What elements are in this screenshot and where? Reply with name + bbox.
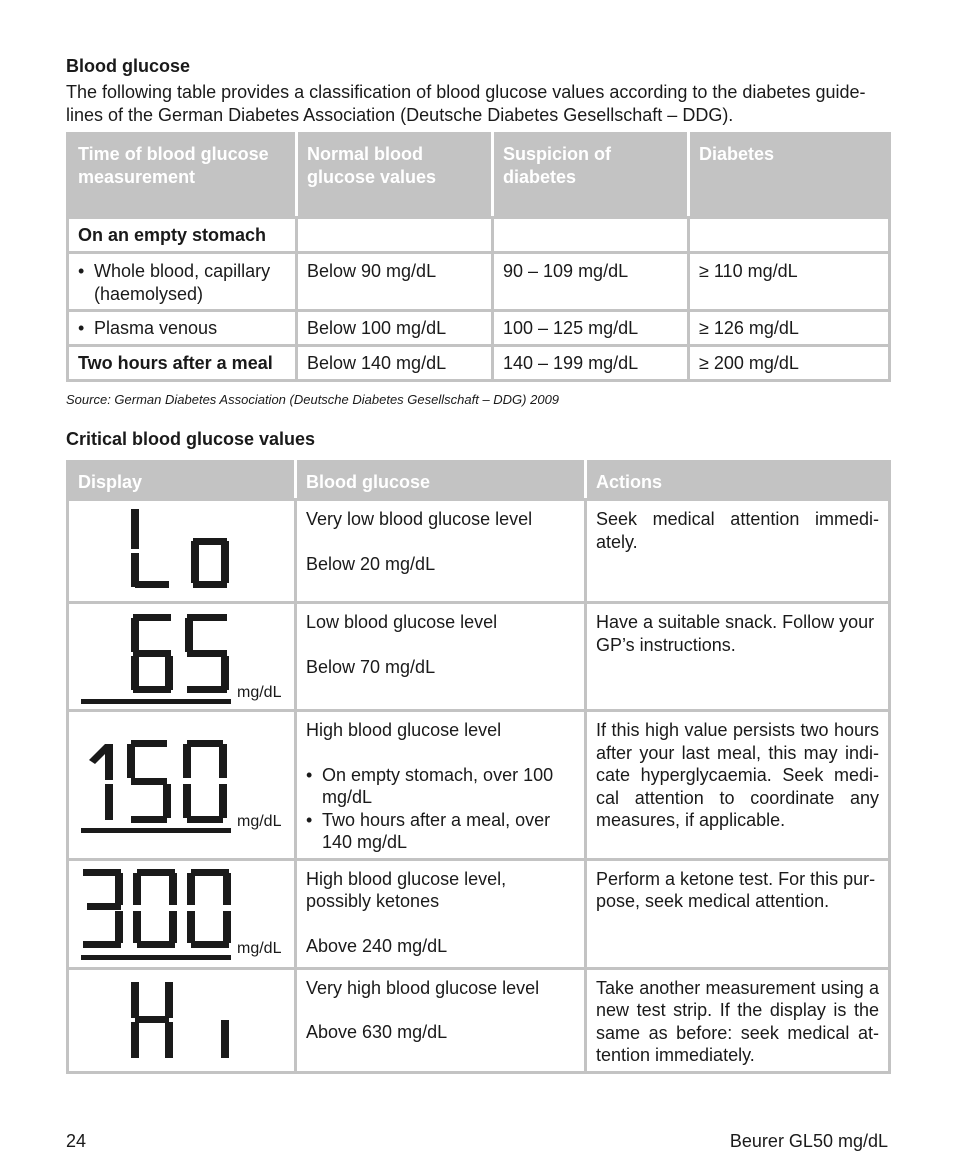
section-heading-blood-glucose: Blood glucose: [66, 56, 191, 76]
action-cell: Perform a ketone test. For this pur-pose, seek medical attention.: [586, 859, 890, 968]
glucose-title: Very low blood glucose level: [306, 509, 533, 529]
header-time: Time of blood glucose measurement: [68, 134, 297, 218]
cell-diabetes: ≥ 126 mg/dL: [689, 311, 890, 346]
lcd-unit: mg/dL: [237, 813, 282, 830]
cell: [689, 218, 890, 253]
cell-suspicion: 90 – 109 mg/dL: [493, 253, 689, 311]
critical-row-300: [68, 859, 890, 968]
glucose-title: Low blood glucose level: [306, 612, 498, 632]
header-suspicion: Suspicion of diabetes: [493, 134, 689, 218]
critical-row-lo: [68, 500, 890, 603]
classification-table: [66, 132, 891, 382]
intro-line-1: The following table provides a classification of blood glucose values according to the diabetes guide-: [66, 82, 866, 102]
glucose-title: High blood glucose level: [306, 720, 502, 740]
glucose-value: Above 240 mg/dL: [306, 935, 448, 956]
classification-row: [68, 346, 890, 381]
glucose-cell: [296, 968, 586, 1072]
cell: [493, 218, 689, 253]
glucose-bullet-text: Two hours after a meal, over 140 mg/dL: [322, 809, 551, 852]
header-diabetes: Diabetes: [689, 134, 890, 218]
glucose-title: Very high blood glucose level: [306, 977, 540, 998]
row-label-empty-stomach: On an empty stomach: [68, 218, 297, 253]
lcd-unit: mg/dL: [237, 684, 282, 701]
display-cell: [68, 603, 296, 711]
glucose-value: Below 70 mg/dL: [306, 656, 436, 677]
header-normal: Normal blood glucose values: [297, 134, 493, 218]
display-cell: [68, 500, 296, 603]
lcd-150-graphic: [69, 712, 291, 857]
cell-suspicion: 100 – 125 mg/dL: [493, 311, 689, 346]
glucose-bullet-text: On empty stomach, over 100 mg/dL: [322, 764, 554, 807]
lcd-lo-graphic: [69, 501, 291, 601]
cell-diabetes: ≥ 110 mg/dL: [689, 253, 890, 311]
glucose-cell: [296, 500, 586, 603]
display-cell: [68, 968, 296, 1072]
critical-values-table: [66, 460, 891, 1074]
lcd-hi-graphic: [69, 970, 291, 1070]
cell-normal: Below 100 mg/dL: [297, 311, 493, 346]
bullet: •: [78, 318, 85, 338]
glucose-title: High blood glucose level, possibly ketones: [306, 868, 507, 911]
glucose-bullet: [306, 809, 575, 854]
classification-row: [68, 311, 890, 346]
row-label-plasma: [68, 311, 297, 346]
header-blood-glucose: Blood glucose: [296, 462, 586, 500]
glucose-value: Below 20 mg/dL: [306, 553, 436, 574]
cell: [297, 218, 493, 253]
glucose-value: Above 630 mg/dL: [306, 1022, 448, 1042]
row-label-after-meal: Two hours after a meal: [68, 346, 297, 381]
lcd-unit: mg/dL: [237, 939, 282, 957]
critical-row-hi: [68, 968, 890, 1072]
action-cell: Seek medical attention immedi-ately.: [586, 500, 890, 603]
bullet: •: [78, 261, 85, 281]
source-note: Source: German Diabetes Association (Deutsche Diabetes Gesellschaft – DDG) 2009: [66, 392, 560, 407]
classification-row: [68, 253, 890, 311]
action-cell: Have a suitable snack. Follow your GP’s instructions.: [586, 603, 890, 711]
glucose-cell: [296, 859, 586, 968]
bullet-icon: •: [306, 764, 313, 785]
glucose-cell: [296, 603, 586, 711]
glucose-bullet: [306, 764, 575, 809]
cell-normal: Below 140 mg/dL: [297, 346, 493, 381]
critical-row-150: [68, 711, 890, 860]
classification-row: [68, 218, 890, 253]
classification-header-row: [68, 134, 890, 218]
row-label-whole-blood: [68, 253, 297, 311]
intro-paragraph: [66, 81, 896, 127]
section-heading-critical: Critical blood glucose values: [66, 429, 316, 449]
page-number: 24: [66, 1131, 87, 1151]
glucose-cell: [296, 711, 586, 860]
row-label-text: Whole blood, capillary (haemolysed): [94, 261, 271, 304]
bullet-icon: •: [306, 809, 313, 830]
action-cell: If this high value persists two hours after your last meal, this may indi-cate hyperglycaemia. Seek medi-cal attention to coordinate any measures, if applicable.: [586, 711, 890, 860]
cell-normal: Below 90 mg/dL: [297, 253, 493, 311]
display-cell: [68, 859, 296, 968]
product-name: Beurer GL50 mg/dL: [729, 1131, 888, 1151]
display-cell: [68, 711, 296, 860]
critical-header-row: [68, 462, 890, 500]
row-label-text: Plasma venous: [94, 318, 218, 338]
cell-suspicion: 140 – 199 mg/dL: [493, 346, 689, 381]
header-actions: Actions: [586, 462, 890, 500]
cell-diabetes: ≥ 200 mg/dL: [689, 346, 890, 381]
action-cell: Take another measurement using a new test strip. If the display is the same as before: seek medical at-tention immediately.: [586, 968, 890, 1072]
critical-row-65: [68, 603, 890, 711]
header-display: Display: [68, 462, 296, 500]
intro-line-2: lines of the German Diabetes Association (Deutsche Diabetes Gesellschaft – DDG).: [66, 105, 734, 125]
